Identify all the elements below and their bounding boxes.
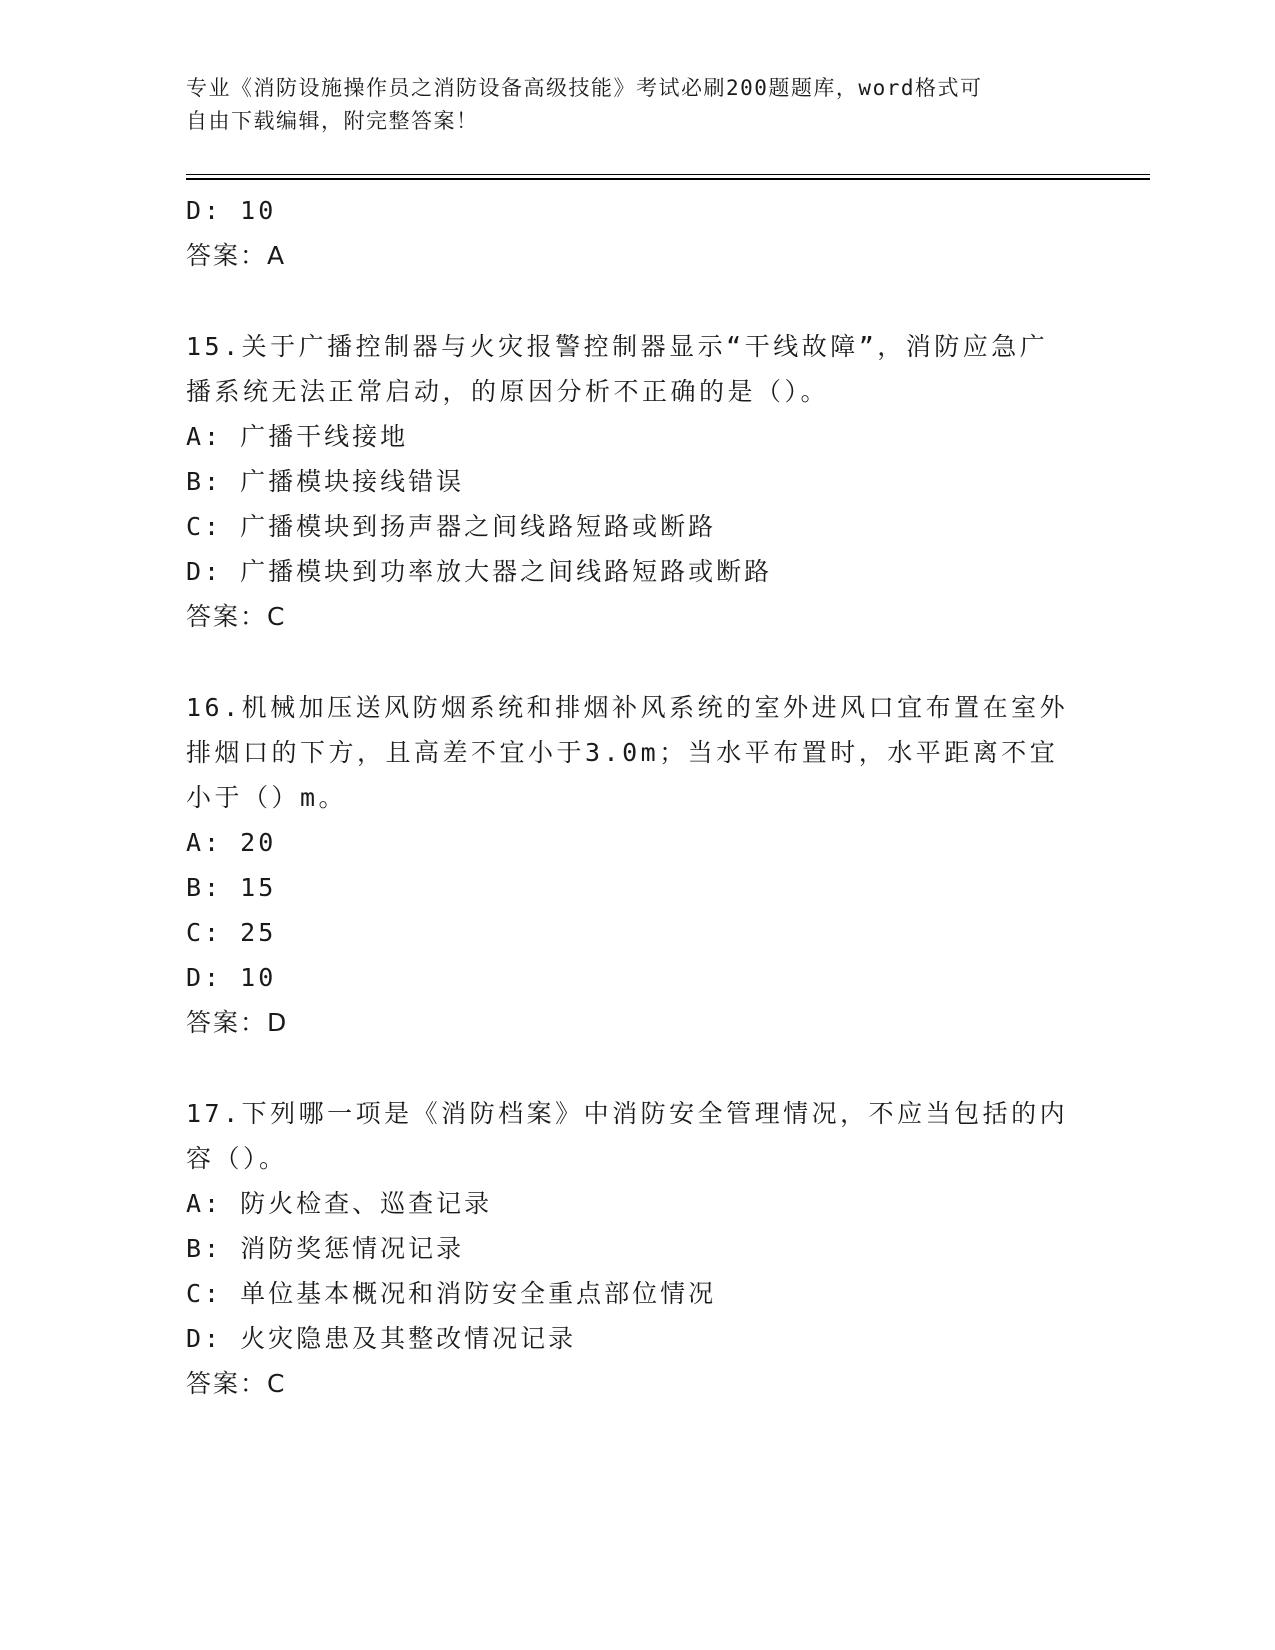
header-line-2: 自由下载编辑，附完整答案！ [186,109,479,133]
option-d: D: 广播模块到功率放大器之间线路短路或断路 [186,557,773,586]
answer-line: 答案：A [186,241,287,270]
question-17 [186,1091,1086,1406]
answer-line: 答案：C [186,1369,287,1398]
answer-line: 答案：C [186,602,287,631]
page-header [186,72,1066,138]
option-c: C: 单位基本概况和消防安全重点部位情况 [186,1279,717,1308]
answer-line: 答案：D [186,1008,289,1037]
option-c: C: 25 [186,918,277,947]
question-stem-line: 排烟口的下方，且高差不宜小于3.0m；当水平布置时，水平距离不宜 [186,738,1059,767]
header-rule-thin [186,174,1150,175]
question-stem-line: 17.下列哪一项是《消防档案》中消防安全管理情况，不应当包括的内 [186,1099,1069,1128]
question-stem-line: 容（）。 [186,1144,288,1173]
option-b: B: 广播模块接线错误 [186,467,465,496]
option-d: D: 10 [186,963,277,992]
header-line-1: 专业《消防设施操作员之消防设备高级技能》考试必刷200题题库，word格式可 [186,76,983,100]
header-rule-thick [186,178,1150,180]
option-a: A: 20 [186,828,277,857]
document-body [186,188,1086,1406]
option-b: B: 消防奖惩情况记录 [186,1234,465,1263]
question-stem-line: 16.机械加压送风防烟系统和排烟补风系统的室外进风口宜布置在室外 [186,693,1069,722]
option-d: D: 火灾隐患及其整改情况记录 [186,1324,577,1353]
question-stem-line: 播系统无法正常启动，的原因分析不正确的是（）。 [186,377,830,406]
question-15 [186,324,1086,639]
question-stem-line: 小于（）m。 [186,783,348,812]
previous-question-tail [186,188,1086,278]
option-a: A: 防火检查、巡查记录 [186,1189,493,1218]
option-d: D: 10 [186,196,277,225]
question-stem-line: 15.关于广播控制器与火灾报警控制器显示“干线故障”，消防应急广 [186,332,1049,361]
option-c: C: 广播模块到扬声器之间线路短路或断路 [186,512,717,541]
option-a: A: 广播干线接地 [186,422,409,451]
question-16 [186,685,1086,1045]
option-b: B: 15 [186,873,277,902]
